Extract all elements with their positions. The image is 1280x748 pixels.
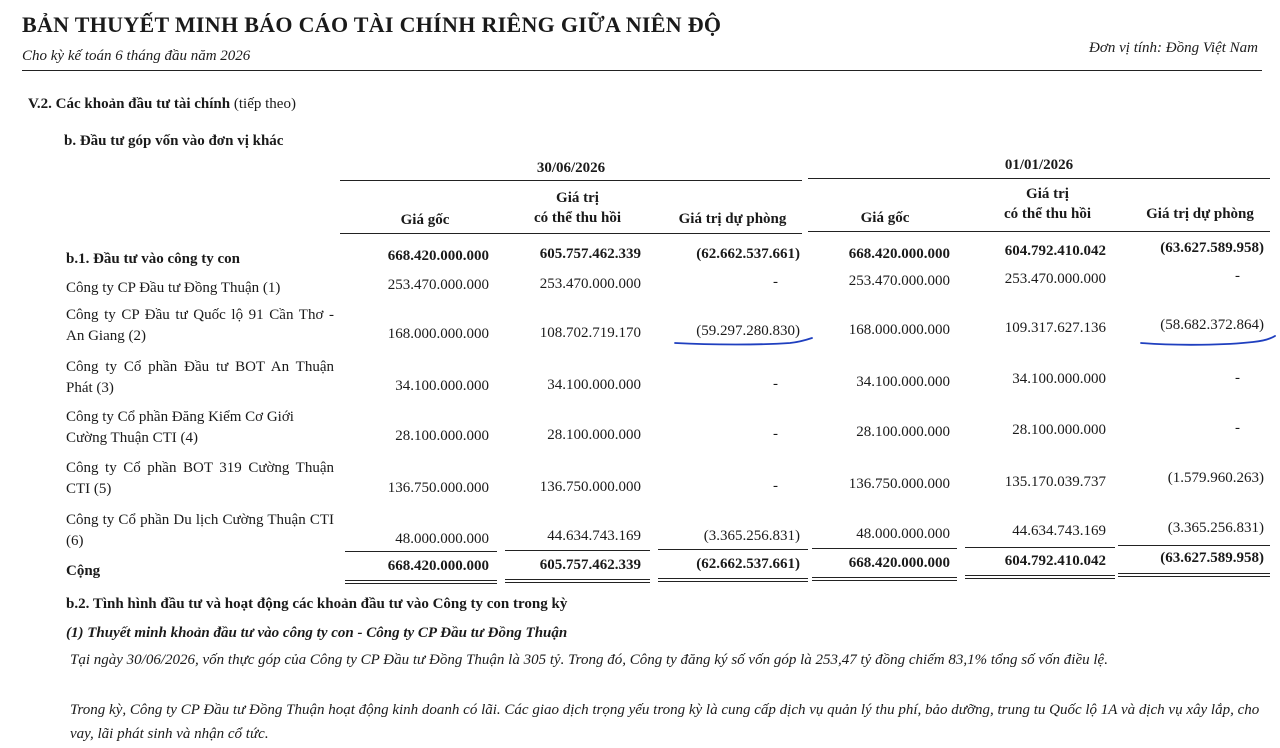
table-cell: 108.702.719.170 xyxy=(539,325,641,341)
table-cell: 34.100.000.000 xyxy=(856,374,950,390)
table-cell: - xyxy=(1235,420,1240,436)
table-cell: 44.634.743.169 xyxy=(547,528,641,544)
total-rule-top xyxy=(505,550,650,551)
table-cell: 604.792.410.042 xyxy=(1004,243,1106,259)
b2-subheading: (1) Thuyết minh khoản đầu tư vào công ty con - Công ty CP Đầu tư Đồng Thuận xyxy=(66,625,568,641)
period-rule-1 xyxy=(340,180,802,181)
row-label-company-2: Công ty CP Đầu tư Quốc lộ 91 Cần Thơ - An Giang (2) xyxy=(66,307,334,344)
table-cell: 48.000.000.000 xyxy=(395,531,489,547)
row-label-company-6: Công ty Cổ phần Du lịch Cường Thuận CTI (6) xyxy=(66,512,334,549)
table-cell: 604.792.410.042 xyxy=(1004,553,1106,569)
table-cell: 34.100.000.000 xyxy=(547,377,641,393)
period-header-2: 01/01/2026 xyxy=(1004,157,1074,173)
table-cell: 168.000.000.000 xyxy=(387,326,489,342)
col-header-recoverable-line2: có thể thu hồi xyxy=(1003,206,1092,222)
col-header-recoverable-2 xyxy=(975,184,1120,224)
table-cell: (63.627.589.958) xyxy=(1160,240,1264,256)
table-cell: (63.627.589.958) xyxy=(1160,550,1264,566)
row-label-company-1: Công ty CP Đầu tư Đồng Thuận (1) xyxy=(66,280,281,296)
table-cell: (3.365.256.831) xyxy=(703,528,800,544)
table-cell: 34.100.000.000 xyxy=(395,378,489,394)
col-header-provision-1: Giá trị dự phòng xyxy=(678,211,787,227)
table-cell: (59.297.280.830) xyxy=(696,323,800,339)
table-cell: 605.757.462.339 xyxy=(539,246,641,262)
period-rule-2 xyxy=(808,178,1270,179)
total-rule-top xyxy=(812,548,957,549)
table-cell: 136.750.000.000 xyxy=(539,479,641,495)
table-cell: 136.750.000.000 xyxy=(387,480,489,496)
table-cell: - xyxy=(1235,268,1240,284)
total-rule-top xyxy=(658,549,808,550)
b2-paragraph-2: Trong kỳ, Công ty CP Đầu tư Đồng Thuận hoạt động kinh doanh có lãi. Các giao dịch trọng yếu trong kỳ là cung cấp dịch vụ quản lý thu phí, bảo dưỡng, trung tu Quốc lộ 1A và dịch vụ xây lắp, cho vay, lãi phát sinh và nhận cổ tức. xyxy=(70,702,1260,742)
table-cell: (58.682.372.864) xyxy=(1160,317,1264,333)
col-header-provision-2: Giá trị dự phòng xyxy=(1146,206,1254,222)
table-cell: (3.365.256.831) xyxy=(1167,520,1264,536)
table-cell: 34.100.000.000 xyxy=(1012,371,1106,387)
table-cell: - xyxy=(773,376,778,392)
table-cell: - xyxy=(773,274,778,290)
table-cell: 168.000.000.000 xyxy=(848,322,950,338)
period-header-1: 30/06/2026 xyxy=(536,160,606,176)
subsection-title: b. Đầu tư góp vốn vào đơn vị khác xyxy=(64,133,284,149)
header-rule xyxy=(22,70,1262,71)
table-cell: 28.100.000.000 xyxy=(395,428,489,444)
header-rule-2 xyxy=(808,231,1270,232)
table-cell: 135.170.039.737 xyxy=(1004,474,1106,490)
table-cell: 28.100.000.000 xyxy=(1012,422,1106,438)
table-cell: 48.000.000.000 xyxy=(856,526,950,542)
col-header-recoverable-line2: có thể thu hồi xyxy=(533,210,622,226)
col-header-recoverable-line1: Giá trị xyxy=(1026,186,1069,202)
table-cell: 668.420.000.000 xyxy=(848,555,950,571)
table-cell: (62.662.537.661) xyxy=(696,246,800,262)
document-period: Cho kỳ kế toán 6 tháng đầu năm 2026 xyxy=(22,48,251,64)
col-header-recoverable-1 xyxy=(505,188,650,228)
section-continued-note: (tiếp theo) xyxy=(233,96,296,112)
table-cell: 253.470.000.000 xyxy=(1004,271,1106,287)
table-cell: 253.470.000.000 xyxy=(539,276,641,292)
table-cell: (62.662.537.661) xyxy=(696,556,800,572)
section-title xyxy=(28,96,296,113)
b2-heading: b.2. Tình hình đầu tư và hoạt động các khoản đầu tư vào Công ty con trong kỳ xyxy=(66,596,568,612)
table-cell: - xyxy=(773,478,778,494)
col-header-cost-2: Giá gốc xyxy=(860,210,910,226)
table-cell: 668.420.000.000 xyxy=(848,246,950,262)
row-label-company-4: Công ty Cổ phần Đăng Kiểm Cơ Giới Cường Thuận CTI (4) xyxy=(66,409,294,446)
table-cell: 28.100.000.000 xyxy=(547,427,641,443)
table-cell: 668.420.000.000 xyxy=(387,558,489,574)
b2-paragraph-1: Tại ngày 30/06/2026, vốn thực góp của Công ty CP Đầu tư Đồng Thuận là 305 tỷ. Trong đó, Công ty đăng ký số vốn góp là 253,47 tỷ đồng chiếm 83,1% tổng số vốn điều lệ. xyxy=(70,652,1108,668)
total-rule-top xyxy=(965,547,1115,548)
total-rule-top xyxy=(1118,545,1270,546)
header-rule-1 xyxy=(340,233,802,234)
pen-underline-mark xyxy=(1138,333,1278,349)
table-cell: 253.470.000.000 xyxy=(848,273,950,289)
table-cell: - xyxy=(1235,370,1240,386)
table-cell: 44.634.743.169 xyxy=(1012,523,1106,539)
row-label-company-3: Công ty Cổ phần Đầu tư BOT An Thuận Phát (3) xyxy=(66,359,334,396)
section-number-title: V.2. Các khoản đầu tư tài chính xyxy=(28,96,231,112)
document-title: BẢN THUYẾT MINH BÁO CÁO TÀI CHÍNH RIÊNG GIỮA NIÊN ĐỘ xyxy=(22,12,722,37)
table-cell: - xyxy=(773,426,778,442)
col-header-recoverable-line1: Giá trị xyxy=(556,190,599,206)
table-cell: 28.100.000.000 xyxy=(856,424,950,440)
table-cell: 109.317.627.136 xyxy=(1004,320,1106,336)
row-label-subsidiaries: b.1. Đầu tư vào công ty con xyxy=(66,251,241,267)
table-cell: 668.420.000.000 xyxy=(387,248,489,264)
table-cell: 605.757.462.339 xyxy=(539,557,641,573)
table-cell: 136.750.000.000 xyxy=(848,476,950,492)
row-label-total: Cộng xyxy=(66,563,101,579)
table-cell: 253.470.000.000 xyxy=(387,277,489,293)
total-rule-top xyxy=(345,551,497,552)
pen-underline-mark xyxy=(672,336,816,350)
currency-unit: Đơn vị tính: Đồng Việt Nam xyxy=(1089,40,1258,56)
table-cell: (1.579.960.263) xyxy=(1167,470,1264,486)
row-label-company-5: Công ty Cổ phần BOT 319 Cường Thuận CTI (5) xyxy=(66,460,334,497)
col-header-cost-1: Giá gốc xyxy=(400,212,450,228)
